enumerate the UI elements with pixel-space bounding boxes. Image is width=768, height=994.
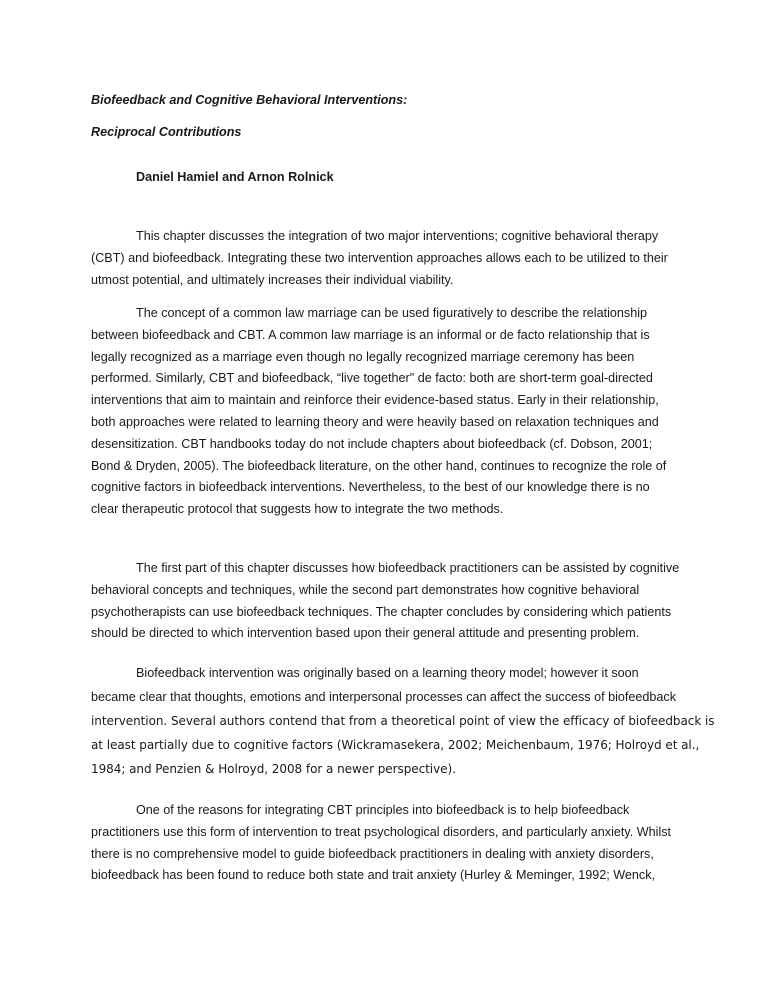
paragraph-line: clear therapeutic protocol that suggests how to integrate the two methods. — [91, 502, 504, 517]
paragraph-line: cognitive factors in biofeedback interventions. Nevertheless, to the best of our knowledge there is no — [91, 480, 650, 495]
paragraph-line: The first part of this chapter discusses how biofeedback practitioners can be assisted by cognitive — [136, 561, 680, 575]
paragraph-line: performed. Similarly, CBT and biofeedback, “live together" de facto: both are short-term goal-directed — [91, 371, 653, 386]
paragraph-line: at least partially due to cognitive factors (Wickramasekera, 2002; Meichenbaum, 1976; Holroyd et al., — [91, 738, 700, 752]
paragraph-line: This chapter discusses the integration of two major interventions; cognitive behavioral therapy — [136, 229, 659, 243]
paragraph-line: desensitization. CBT handbooks today do not include chapters about biofeedback (cf. Dobson, 2001; — [91, 436, 653, 451]
paragraph-line: psychotherapists can use biofeedback techniques. The chapter concludes by considering which patients — [91, 604, 672, 619]
paragraph-line: practitioners use this form of intervention to treat psychological disorders, and particularly anxiety. Whilst — [91, 824, 672, 839]
paragraph-line: interventions that aim to maintain and reinforce their evidence-based status. Early in their relationship, — [91, 393, 659, 408]
paragraph-line: 1984; and Penzien & Holroyd, 2008 for a newer perspective). — [91, 762, 456, 776]
paragraph-line: Bond & Dryden, 2005). The biofeedback literature, on the other hand, continues to recognize the role of — [91, 458, 667, 473]
paragraph-line: between biofeedback and CBT. A common law marriage is an informal or de facto relationship that is — [91, 327, 650, 342]
paragraph-line: behavioral concepts and techniques, while the second part demonstrates how cognitive behavioral — [91, 582, 640, 597]
chapter-title: Biofeedback and Cognitive Behavioral Interventions: — [91, 93, 408, 107]
paragraph-line: intervention. Several authors contend that from a theoretical point of view the efficacy of biofeedback is — [91, 714, 715, 728]
paragraph-line: (CBT) and biofeedback. Integrating these two intervention approaches allows each to be utilized to their — [91, 250, 668, 265]
paragraph-line: biofeedback has been found to reduce both state and trait anxiety (Hurley & Meminger, 1992; Wenck, — [91, 868, 656, 883]
paragraph-4 — [91, 661, 715, 781]
paragraph-line: legally recognized as a marriage even though no legally recognized marriage ceremony has been — [91, 349, 635, 364]
paragraph-3 — [91, 558, 691, 645]
paragraph-line: One of the reasons for integrating CBT principles into biofeedback is to help biofeedback — [136, 803, 630, 817]
paragraph-line: both approaches were related to learning theory and were heavily based on relaxation techniques and — [91, 414, 659, 429]
paragraph-line: became clear that thoughts, emotions and interpersonal processes can affect the success of biofeedback — [91, 690, 677, 704]
authors: Daniel Hamiel and Arnon Rolnick — [136, 170, 334, 184]
chapter-subtitle: Reciprocal Contributions — [91, 125, 242, 139]
paragraph-5 — [91, 800, 691, 887]
paragraph-line: should be directed to which intervention based upon their general attitude and presenting problem. — [91, 626, 640, 641]
paragraph-line: The concept of a common law marriage can be used figuratively to describe the relationship — [136, 306, 648, 320]
paragraph-line: Biofeedback intervention was originally based on a learning theory model; however it soon — [136, 666, 639, 680]
paragraph-1 — [91, 226, 691, 291]
paragraph-line: utmost potential, and ultimately increases their individual viability. — [91, 272, 454, 287]
paragraph-2 — [91, 303, 691, 521]
paragraph-line: there is no comprehensive model to guide biofeedback practitioners in dealing with anxiety disorders, — [91, 846, 654, 861]
